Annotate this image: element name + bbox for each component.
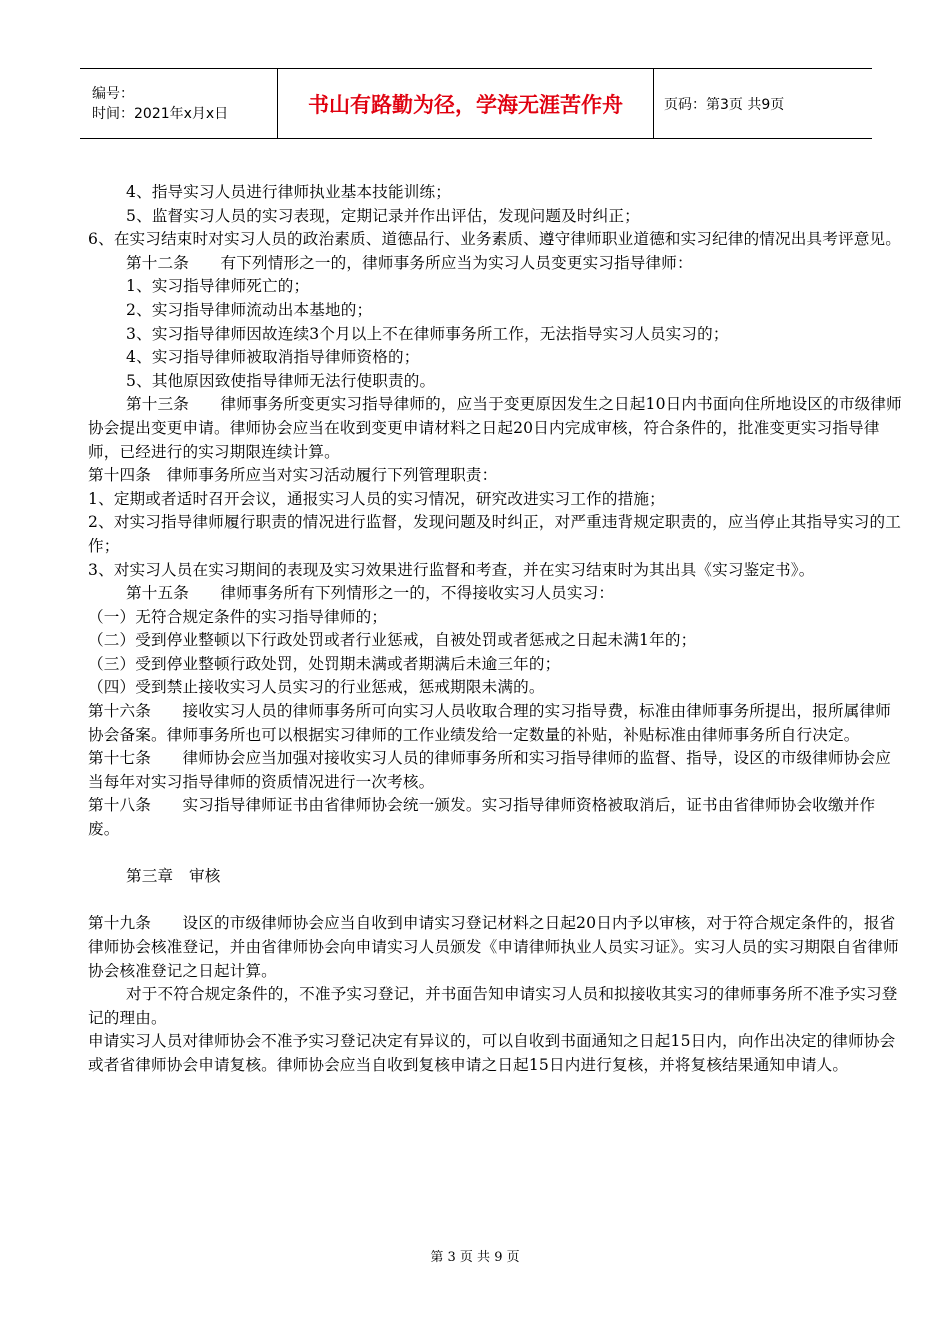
- body-paragraph: 4、实习指导律师被取消指导律师资格的；: [126, 348, 420, 367]
- body-paragraph: 3、对实习人员在实习期间的表现及实习效果进行监督和考查，并在实习结束时为其出具《实习鉴定书》。: [88, 560, 815, 579]
- body-paragraph: 第十五条 律师事务所有下列情形之一的，不得接收实习人员实习：: [126, 584, 615, 603]
- body-paragraph: （一）无符合规定条件的实习指导律师的；: [88, 607, 388, 626]
- body-paragraph: （四）受到禁止接收实习人员实习的行业惩戒，惩戒期限未满的。: [88, 678, 545, 697]
- body-paragraph: （三）受到停业整顿行政处罚，处罚期未满或者期满后未逾三年的；: [88, 654, 561, 673]
- page-header: [80, 68, 872, 139]
- body-paragraph: 第三章 审核: [126, 867, 221, 886]
- body-paragraph: 第十六条 接收实习人员的律师事务所可向实习人员收取合理的实习指导费，标准由律师事务所提出，报所属律师协会备案。律师事务所也可以根据实习律师的工作业绩发给一定数量的补贴，补贴标准由律师事务所自行决定。: [88, 702, 891, 744]
- document-date: 时间：2021年x月x日: [92, 105, 229, 122]
- document-body: [88, 181, 904, 1078]
- body-paragraph: 2、对实习指导律师履行职责的情况进行监督，发现问题及时纠正，对严重违背规定职责的，应当停止其指导实习的工作；: [88, 513, 902, 555]
- body-paragraph: 第十三条 律师事务所变更实习指导律师的，应当于变更原因发生之日起10日内书面向住所地设区的市级律师协会提出变更申请。律师协会应当在收到变更申请材料之日起20日内完成审核，符合条件的，批准变更实习指导律师，已经进行的实习期限连续计算。: [88, 395, 902, 461]
- body-paragraph: （二）受到停业整顿以下行政处罚或者行业惩戒，自被处罚或者惩戒之日起未满1年的；: [88, 631, 697, 650]
- body-paragraph: 2、实习指导律师流动出本基地的；: [126, 300, 373, 319]
- body-paragraph: 第十二条 有下列情形之一的，律师事务所应当为实习人员变更实习指导律师：: [126, 253, 693, 272]
- body-paragraph: 4、指导实习人员进行律师执业基本技能训练；: [126, 183, 451, 201]
- body-paragraph: 1、实习指导律师死亡的；: [126, 277, 310, 296]
- body-paragraph: 1、定期或者适时召开会议，通报实习人员的实习情况，研究改进实习工作的措施；: [88, 489, 665, 508]
- body-paragraph: 6、在实习结束时对实习人员的政治素质、道德品行、业务素质、遵守律师职业道德和实习纪律的情况出具考评意见。: [88, 230, 902, 249]
- body-paragraph: 对于不符合规定条件的，不准予实习登记，并书面告知申请实习人员和拟接收其实习的律师事务所不准予实习登记的理由。: [88, 985, 898, 1027]
- paragraph-spacer: [88, 889, 904, 913]
- header-meta: [80, 69, 278, 138]
- body-paragraph: 第十四条 律师事务所应当对实习活动履行下列管理职责：: [88, 466, 498, 485]
- document-number: 编号：: [92, 85, 134, 102]
- body-paragraph: 5、监督实习人员的实习表现，定期记录并作出评估，发现问题及时纠正；: [126, 206, 640, 225]
- page-footer: 第 3 页 共 9 页: [430, 1250, 520, 1265]
- body-paragraph: 第十八条 实习指导律师证书由省律师协会统一颁发。实习指导律师资格被取消后，证书由省律师协会收缴并作废。: [88, 796, 876, 839]
- header-page-number: 页码：第3页 共9页: [664, 96, 785, 113]
- body-paragraph: 第十九条 设区的市级律师协会应当自收到申请实习登记材料之日起20日内予以审核，对于符合规定条件的，报省律师协会核准登记，并由省律师协会向申请实习人员颁发《申请律师执业人员实习证》。实习人员的实习期限自省律师协会核准登记之日起计算。: [88, 914, 899, 980]
- header-motto: 书山有路勤为径，学海无涯苦作舟: [278, 69, 654, 138]
- body-paragraph: 第十七条 律师协会应当加强对接收实习人员的律师事务所和实习指导律师的监督、指导，设区的市级律师协会应当每年对实习指导律师的资质情况进行一次考核。: [88, 749, 891, 791]
- body-paragraph: 申请实习人员对律师协会不准予实习登记决定有异议的，可以自收到书面通知之日起15日内，向作出决定的律师协会或者省律师协会申请复核。律师协会应当自收到复核申请之日起15日内进行复核，并将复核结果通知申请人。: [88, 1032, 896, 1074]
- body-paragraph: 3、实习指导律师因故连续3个月以上不在律师事务所工作，无法指导实习人员实习的；: [126, 324, 729, 343]
- paragraph-spacer: [88, 842, 904, 866]
- body-paragraph: 5、其他原因致使指导律师无法行使职责的。: [126, 371, 436, 390]
